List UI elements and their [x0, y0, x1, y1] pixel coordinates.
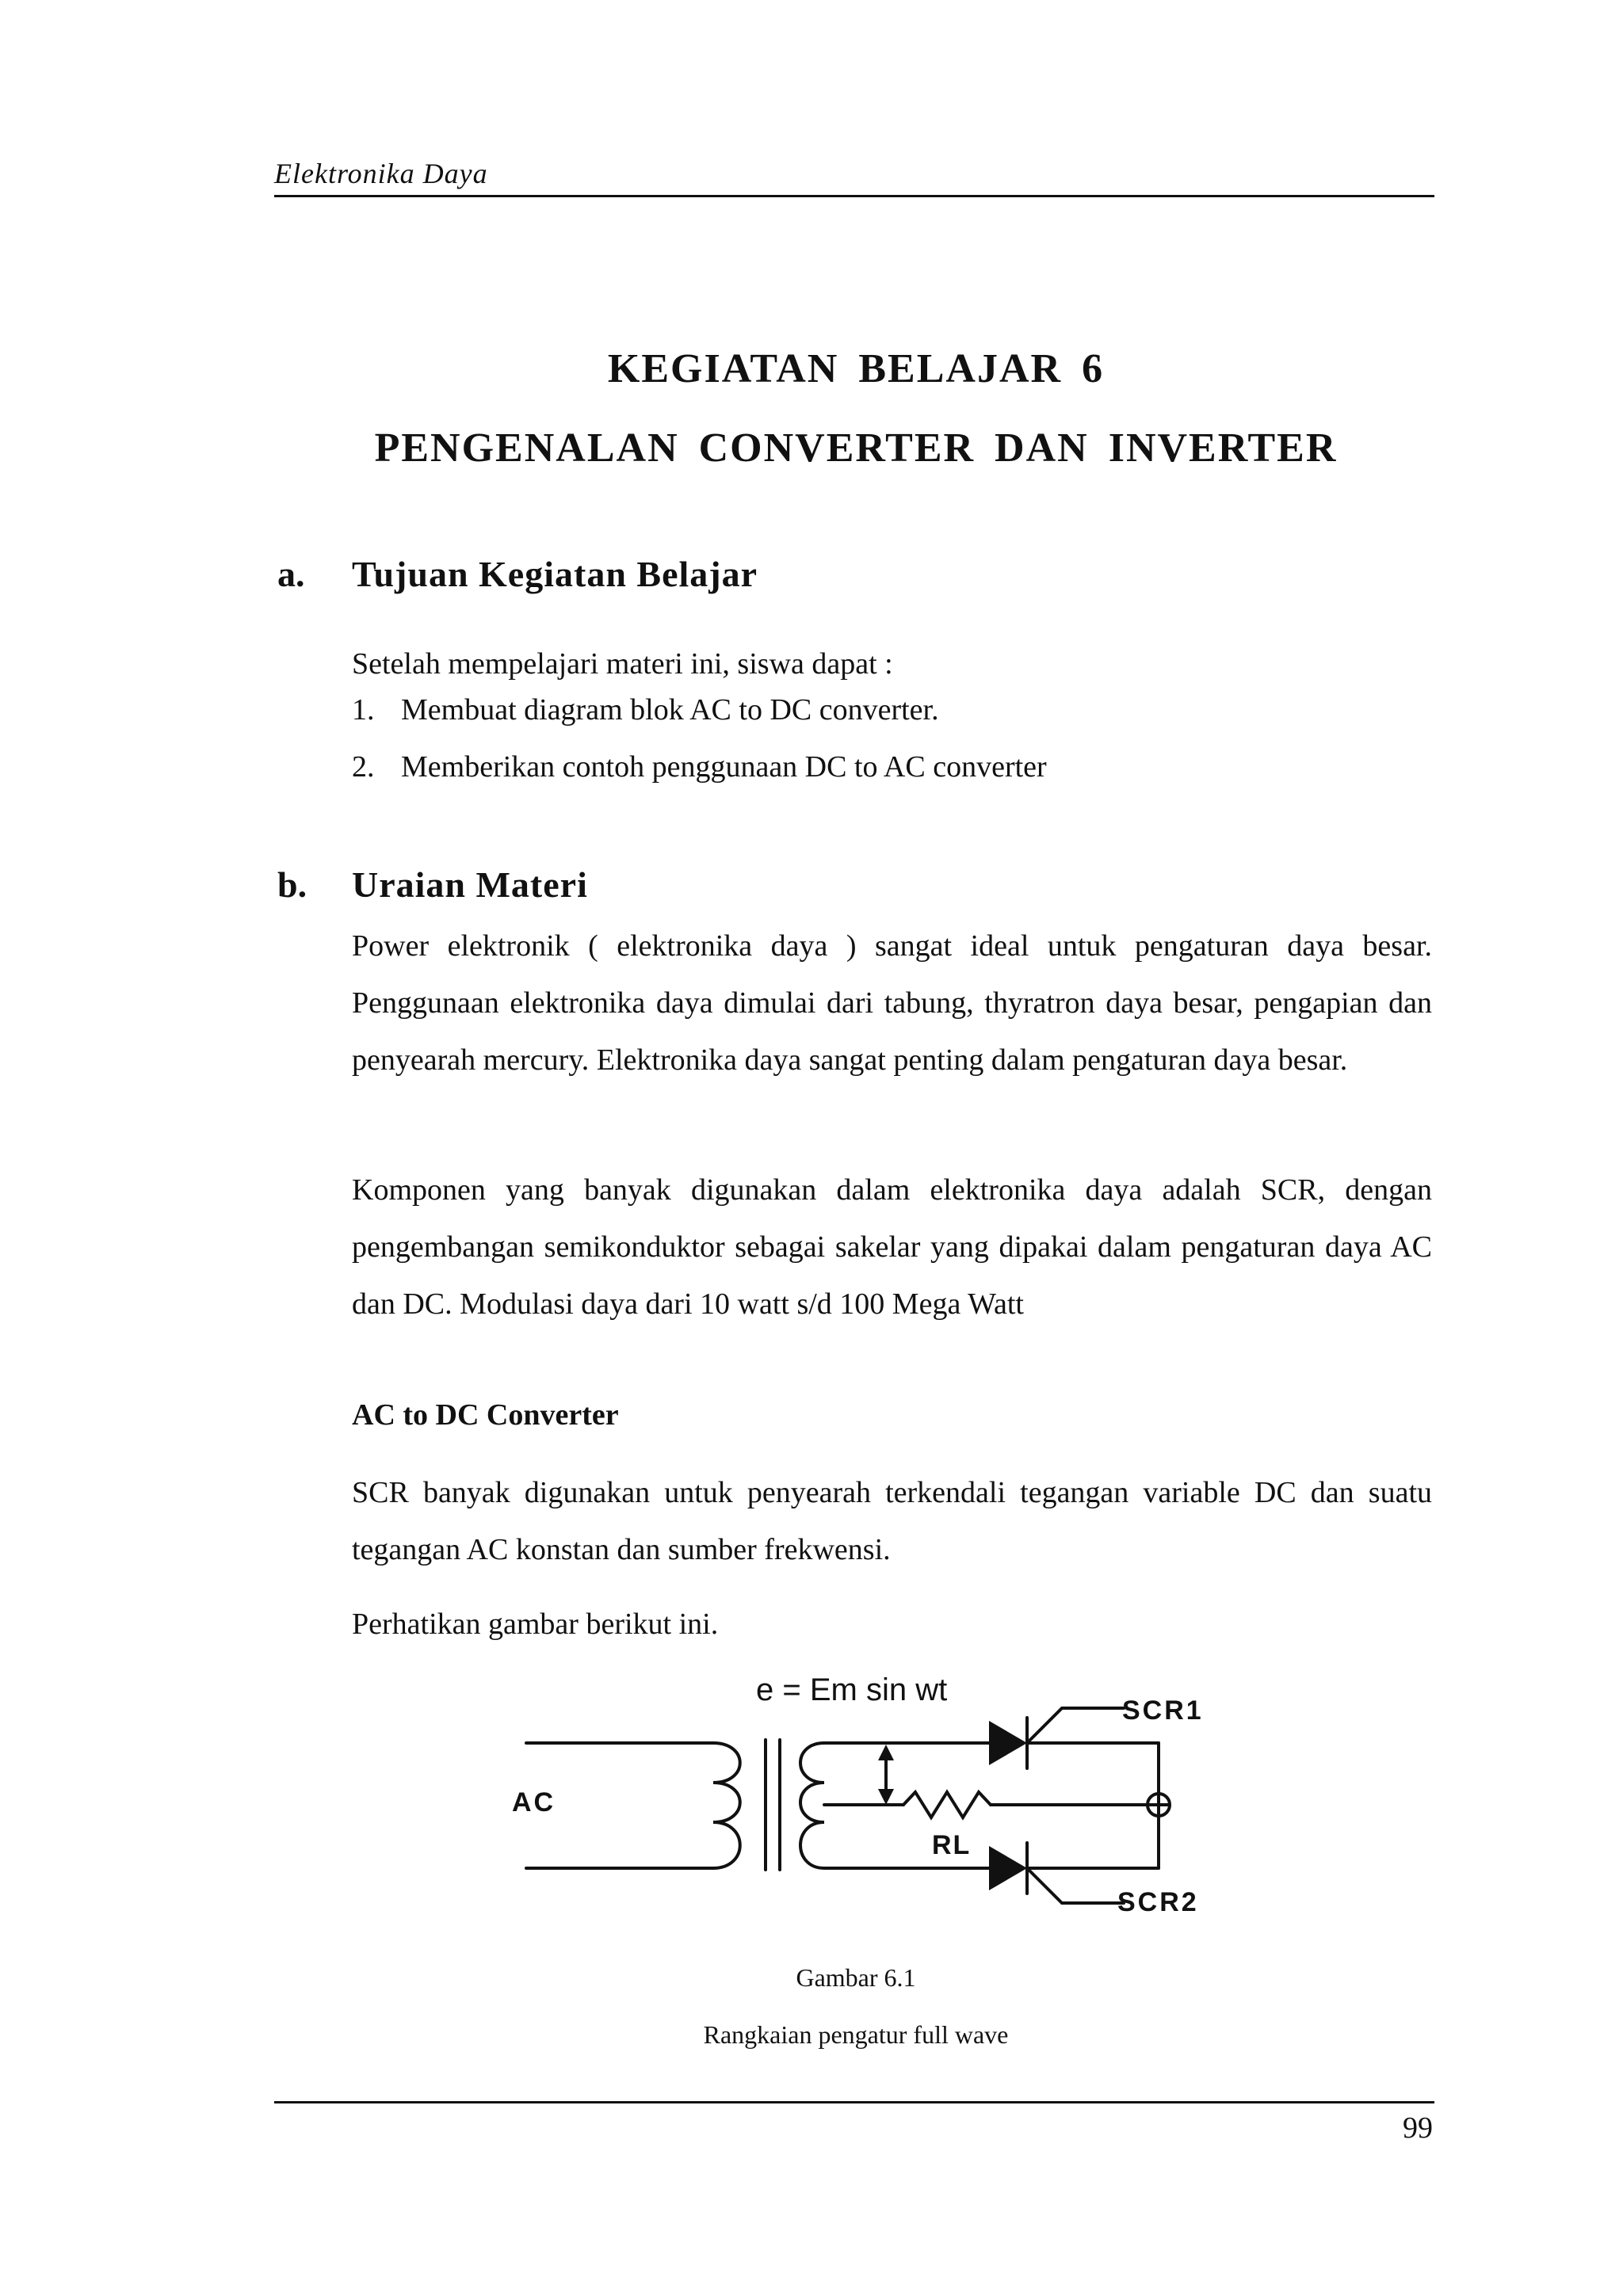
paragraph-see-figure: Perhatikan gambar berikut ini.	[352, 1608, 719, 1641]
running-header: Elektronika Daya	[274, 158, 488, 189]
rl-label: RL	[932, 1830, 972, 1860]
paragraph-scr-usage: SCR banyak digunakan untuk penyearah terkendali tegangan variable DC dan suatu tegangan AC konstan dan sumber frekwensi.	[352, 1476, 1432, 1566]
scr1-gate	[1027, 1708, 1124, 1743]
page-title-line2: PENGENALAN CONVERTER DAN INVERTER	[374, 425, 1338, 471]
scr1-label: SCR1	[1122, 1695, 1204, 1726]
list-item-number: 2.	[352, 750, 375, 784]
scr1-triangle	[989, 1721, 1027, 1765]
load-resistor	[903, 1792, 991, 1817]
paragraph-components: Komponen yang banyak digunakan dalam elektronika daya adalah SCR, dengan pengembangan semikonduktor sebagai sakelar yang dipakai dalam pengaturan daya AC dan DC. Modulasi daya dari 10 watt s/d 100 Mega Watt	[352, 1173, 1432, 1321]
voltage-arrow-head-down	[878, 1789, 894, 1805]
scr2-gate	[1027, 1868, 1124, 1903]
section-a-intro: Setelah mempelajari materi ini, siswa dapat :	[352, 647, 893, 681]
section-a-heading: Tujuan Kegiatan Belajar	[352, 554, 758, 594]
page-number: 99	[1403, 2111, 1433, 2145]
primary-winding	[674, 1743, 740, 1868]
scr2-triangle	[989, 1846, 1027, 1890]
footer-rule	[274, 2101, 1434, 2103]
figure-caption-text: Rangkaian pengatur full wave	[703, 2020, 1009, 2049]
section-b-heading: Uraian Materi	[352, 864, 588, 905]
voltage-arrow-head-up	[878, 1745, 894, 1760]
section-b-letter: b.	[277, 864, 307, 905]
paragraph-power-electronics: Power elektronik ( elektronika daya ) sangat ideal untuk pengaturan daya besar. Penggunaan elektronika daya dimulai dari tabung, thyratron daya besar, pengapian dan penyearah mercury. Elektronika daya sangat penting dalam pengaturan daya besar.	[352, 929, 1432, 1077]
ac-label: AC	[512, 1787, 556, 1817]
page-title-line1: KEGIATAN BELAJAR 6	[607, 346, 1105, 391]
list-item-number: 1.	[352, 693, 375, 727]
subheading-ac-dc-converter: AC to DC Converter	[352, 1398, 619, 1432]
scr2-label: SCR2	[1117, 1887, 1199, 1917]
equation-label: e = Em sin wt	[756, 1672, 948, 1707]
list-item-text: Membuat diagram blok AC to DC converter.	[401, 693, 939, 727]
section-a-letter: a.	[277, 554, 305, 594]
list-item-text: Memberikan contoh penggunaan DC to AC converter	[401, 750, 1047, 784]
figure-caption-number: Gambar 6.1	[796, 1963, 916, 1992]
